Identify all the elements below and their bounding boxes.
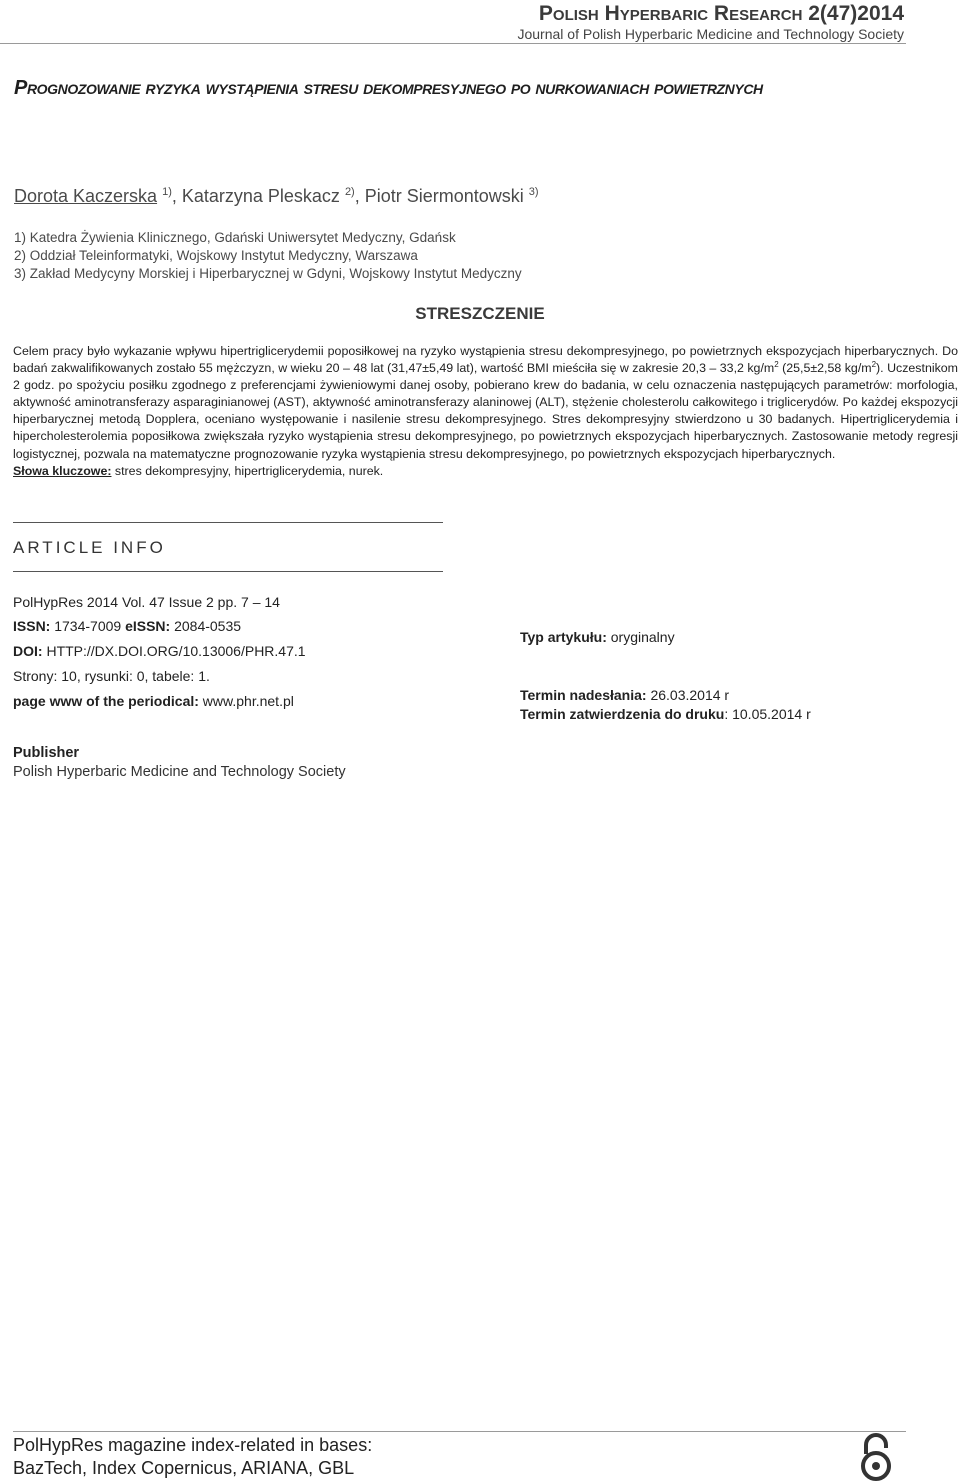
accepted-line [520, 706, 811, 722]
www-label: page www of the periodical: [13, 693, 199, 709]
footer-index-label: PolHypRes magazine index-related in bases: [13, 1435, 373, 1455]
affiliation-3: 3) Zakład Medycyny Morskiej i Hiperbarycznej w Gdyni, Wojskowy Instytut Medyczny [14, 266, 522, 281]
open-access-icon [858, 1432, 894, 1482]
journal-title-text: Polish Hyperbaric Research 2(47)2014 [538, 2, 904, 25]
keywords: stres dekompresyjny, hipertriglicerydemia, nurek. [111, 463, 384, 478]
eissn-label: eISSN: [125, 618, 171, 634]
journal-title [539, 2, 904, 26]
issn-value: 1734-7009 [50, 618, 126, 634]
author-list [14, 186, 539, 207]
footer-divider [13, 1431, 906, 1432]
www-link[interactable]: www.phr.net.pl [198, 693, 294, 709]
article-type-line [520, 629, 675, 645]
doi-line [13, 643, 306, 659]
received-line [520, 687, 729, 703]
affil-mark-1: 1) [162, 186, 172, 198]
citation: PolHypRes 2014 Vol. 47 Issue 2 pp. 7 – 14 [13, 594, 280, 610]
article-type-label: Typ artykułu: [520, 629, 607, 645]
info-rule-top [13, 522, 443, 523]
affil-mark-3: 3) [528, 186, 539, 198]
received-label: Termin nadesłania: [520, 687, 647, 703]
issn-line [13, 618, 241, 634]
article-info-heading: ARTICLE INFO [13, 538, 166, 557]
publisher-label: Publisher [13, 745, 80, 761]
accepted-label: Termin zatwierdzenia do druku [520, 706, 725, 722]
footer-index-bases: BazTech, Index Copernicus, ARIANA, GBL [13, 1458, 355, 1478]
superscript-1: 2 [774, 359, 779, 369]
pages-line: Strony: 10, rysunki: 0, tabele: 1. [13, 668, 210, 684]
keywords-label: Słowa kluczowe: [13, 463, 112, 478]
publisher-name: Polish Hyperbaric Medicine and Technology Society [13, 764, 346, 780]
accepted-date: : 10.05.2014 r [724, 706, 811, 722]
article-title: Prognozowanie ryzyka wystąpienia stresu dekompresyjnego po nurkowaniach powietrznych [14, 77, 763, 99]
affiliation-2: 2) Oddział Teleinformatyki, Wojskowy Instytut Medyczny, Warszawa [14, 248, 418, 263]
article-type-value: oryginalny [606, 629, 675, 645]
abstract-text-3: ). Uczestnikom 2 godz. po spożyciu posiłku zgodnego z preferencjami żywieniowymi danej osoby, pobierano krew do badania, w celu oznaczenia następujących parametrów: morfologia, aktywność aminotransferazy asparaginianowej (AST), aktywność aminotransferazy alaninowej (ALT), stężenie cholesterolu całkowitego i triglicerydów. Po każdej ekspozycji hiperbarycznej metodą Dopplera, oceniano występowanie i nasilenie stresu dekompresyjnego. Stres dekompresyjny stwierdzono u 30 badanych. Hipertriglicerydemia i hipercholesterolemia poposiłkowa zwiększała ryzyko wystąpienia stresu dekompresyjnego, po powietrznych ekspozycjach hiperbarycznych. Zastosowanie metody regresji logistycznej, pozwala na matematyczne prognozowanie ryzyka wystąpienia stresu dekompresyjnego, po powietrznych ekspozycjach hiperbarycznych. [13, 361, 958, 461]
affil-mark-2: 2) [344, 186, 355, 198]
header-divider [0, 43, 906, 44]
author-link[interactable]: Dorota Kaczerska [14, 186, 158, 206]
abstract-body [13, 343, 958, 480]
www-line [13, 693, 294, 709]
info-rule-bottom [13, 571, 443, 572]
author-separator-1: , Katarzyna Pleskacz [171, 186, 345, 206]
eissn-value: 2084-0535 [170, 618, 242, 634]
abstract-text-1: Celem pracy było wykazanie wpływu hipertriglicerydemii poposiłkowej na ryzyko wystąpienia stresu dekompresyjnego, po powietrznych ekspozycjach hiperbarycznych. Do badań zakwalifikowanych zostało 55 mężczyzn, w wieku 20 – 48 lat (31,47±5,49 lat), wartość BMI mieściła się w zakresie 20,3 – 33,2 kg/m [13, 344, 958, 376]
received-date: 26.03.2014 r [646, 687, 730, 703]
affiliation-1: 1) Katedra Żywienia Klinicznego, Gdański Uniwersytet Medyczny, Gdańsk [14, 230, 456, 245]
abstract-heading: STRESZCZENIE [415, 304, 545, 323]
issn-label: ISSN: [13, 618, 51, 634]
author-separator-2: , Piotr Siermontowski [354, 186, 529, 206]
doi-label: DOI: [13, 643, 43, 659]
journal-subtitle: Journal of Polish Hyperbaric Medicine and Technology Society [517, 26, 904, 42]
doi-link[interactable]: HTTP://DX.DOI.ORG/10.13006/PHR.47.1 [42, 643, 306, 659]
abstract-text-2: (25,5±2,58 kg/m [778, 361, 872, 376]
superscript-2: 2 [871, 359, 877, 369]
